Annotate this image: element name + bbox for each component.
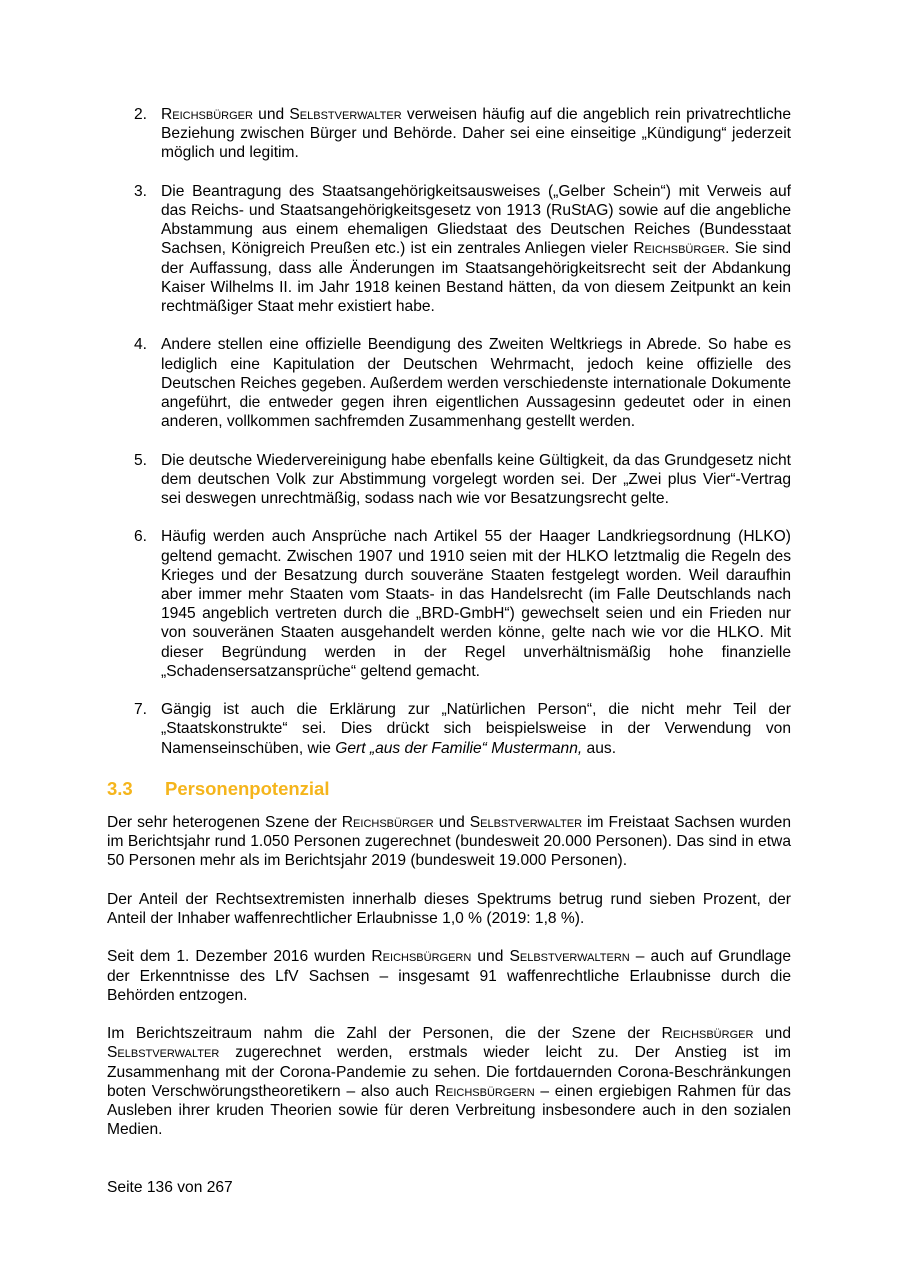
- list-number: 5.: [134, 451, 148, 469]
- term-small-caps: Selbstverwaltern: [509, 948, 630, 966]
- list-text: [161, 701, 791, 756]
- text-run: im Freistaat Sachsen wurden im Berichtsjahr rund 1.050 Personen zugerechnet (bundesweit 20.000 Personen). Das sind in etwa 50 Personen mehr als im Berichtsjahr 2019 (bundesweit 19.000 Personen).: [107, 814, 791, 870]
- list-number: 2.: [134, 106, 148, 123]
- list-number: 4.: [134, 336, 148, 354]
- body-paragraph: [107, 947, 791, 1005]
- term-small-caps: Reichsbürgern: [434, 1082, 535, 1100]
- term-small-caps: Reichsbürger: [341, 814, 434, 832]
- text-run: . Sie sind der Auffassung, dass alle Änderungen im Staatsangehörigkeitsrecht seit der Abdankung Kaiser Wilhelms II. im Jahr 1918 keinen Bestand hätten, da von diesem Zeitpunkt an kein rechtmäßiger Staat mehr existiert habe.: [161, 240, 791, 316]
- body-paragraph: [107, 813, 791, 871]
- list-text: [161, 106, 791, 161]
- list-item: [107, 335, 791, 431]
- text-run: Der sehr heterogenen Szene der: [107, 814, 342, 832]
- section-title: Personenpotenzial: [165, 778, 330, 800]
- list-text: [161, 336, 791, 430]
- term-small-caps: Reichsbürger: [661, 1025, 754, 1043]
- numbered-list: [107, 105, 791, 758]
- text-run: Andere stellen eine offizielle Beendigung des Zweiten Weltkriegs in Abrede. So habe es lediglich eine Kapitulation der Deutschen Wehrmacht, jedoch keine offizielle des Deutschen Reiches gegeben. Außerdem werden verschiedenste internationale Dokumente angeführt, die entweder gegen ihren eigentlichen Aussagesinn gedeutet oder in einen anderen, vollkommen sachfremden Zusammenhang gestellt werden.: [161, 336, 791, 431]
- text-run: Gängig ist auch die Erklärung zur „Natürlichen Person“, die nicht mehr Teil der „Staatskonstrukte“ sei. Dies drückt sich beispielsweise in der Verwendung von Namenseinschüben, wie: [161, 701, 791, 757]
- list-item: [107, 451, 791, 509]
- term-small-caps: Reichsbürgern: [371, 948, 472, 966]
- term-small-caps: Reichsbürger: [161, 106, 253, 123]
- text-run: Seit dem 1. Dezember 2016 wurden: [107, 948, 372, 966]
- list-number: 6.: [134, 528, 148, 546]
- body-paragraph: [107, 890, 791, 928]
- text-run: – auch auf Grundlage der Erkenntnisse des LfV Sachsen – insgesamt 91 waffenrechtliche Erlaubnisse durch die Behörden entzogen.: [107, 948, 791, 1004]
- text-run: und: [471, 948, 510, 966]
- text-run: aus.: [582, 739, 617, 757]
- term-small-caps: Reichsbürger: [633, 240, 726, 258]
- text-run: und: [252, 106, 290, 123]
- body-paragraph: [107, 1024, 791, 1139]
- text-run: Die deutsche Wiedervereinigung habe ebenfalls keine Gültigkeit, da das Grundgesetz nicht dem deutschen Volk zur Abstimmung vorgelegt worden sei. Der „Zwei plus Vier“-Vertrag sei deswegen unrechtmäßig, sodass nach wie vor Besatzungsrecht gelte.: [161, 451, 791, 508]
- example-name: Gert „aus der Familie“ Mustermann,: [335, 739, 583, 757]
- list-text: [161, 452, 791, 507]
- list-item: [107, 700, 791, 758]
- page-content: [107, 105, 791, 1159]
- text-run: und: [753, 1025, 791, 1043]
- section-heading: [107, 777, 791, 801]
- text-run: zugerechnet werden, erstmals wieder leicht zu. Der Anstieg ist im Zusammenhang mit der Corona-Pandemie zu sehen. Die fortdauernden Corona-Beschränkungen boten Verschwörungstheoretikern – also auch: [107, 1044, 791, 1100]
- list-text: [161, 528, 791, 679]
- list-item: [107, 105, 791, 163]
- list-item: [107, 182, 791, 316]
- list-text: [161, 183, 791, 315]
- text-run: Der Anteil der Rechtsextremisten innerhalb dieses Spektrums betrug rund sieben Prozent, der Anteil der Inhaber waffenrechtlicher Erlaubnisse 1,0 % (2019: 1,8 %).: [107, 890, 791, 928]
- list-number: 3.: [134, 182, 148, 200]
- text-run: verweisen häufig auf die angeblich rein privatrechtliche Beziehung zwischen Bürger und Behörde. Daher sei eine einseitige „Kündigung“ jederzeit möglich und legitim.: [161, 106, 791, 162]
- term-small-caps: Selbstverwalter: [469, 814, 583, 832]
- list-number: 7.: [134, 701, 148, 719]
- text-run: Im Berichtszeitraum nahm die Zahl der Personen, die der Szene der: [107, 1025, 662, 1043]
- text-run: – einen ergiebigen Rahmen für das Ausleben ihrer kruden Theorien sowie für deren Verbreitung insbesondere auch in den sozialen Medien.: [107, 1082, 791, 1139]
- text-run: Häufig werden auch Ansprüche nach Artikel 55 der Haager Landkriegsordnung (HLKO) geltend gemacht. Zwischen 1907 und 1910 seien mit der HLKO letztmalig die Regeln des Krieges und der Besatzung durch souveräne Staaten festgelegt worden. Weil daraufhin aber immer mehr Staaten vom Staats- in das Handelsrecht (im Falle Deutschlands nach 1945 angeblich vertreten durch die „BRD-GmbH“) gewechselt seien und ein Frieden nur von souveränen Staaten ausgehandelt werden könne, gelte nach wie vor die HLKO. Mit dieser Begründung werden in der Regel unverhältnismäßig hohe finanzielle „Schadensersatzansprüche“ geltend gemacht.: [161, 528, 791, 680]
- term-small-caps: Selbstverwalter: [107, 1044, 220, 1062]
- term-small-caps: Selbstverwalter: [289, 106, 402, 123]
- section-number: 3.3: [107, 778, 133, 800]
- text-run: und: [433, 814, 470, 832]
- page-footer: Seite 136 von 267: [107, 1179, 233, 1196]
- list-item: [107, 527, 791, 681]
- text-run: Die Beantragung des Staatsangehörigkeitsausweises („Gelber Schein“) mit Verweis auf das Reichs- und Staatsangehörigkeitsgesetz von 1913 (RuStAG) sowie auf die angebliche Abstammung aus einem ehemaligen Gliedstaat des Deutschen Reiches (Bundesstaat Sachsen, Königreich Preußen etc.) ist ein zentrales Anliegen vieler: [161, 182, 791, 258]
